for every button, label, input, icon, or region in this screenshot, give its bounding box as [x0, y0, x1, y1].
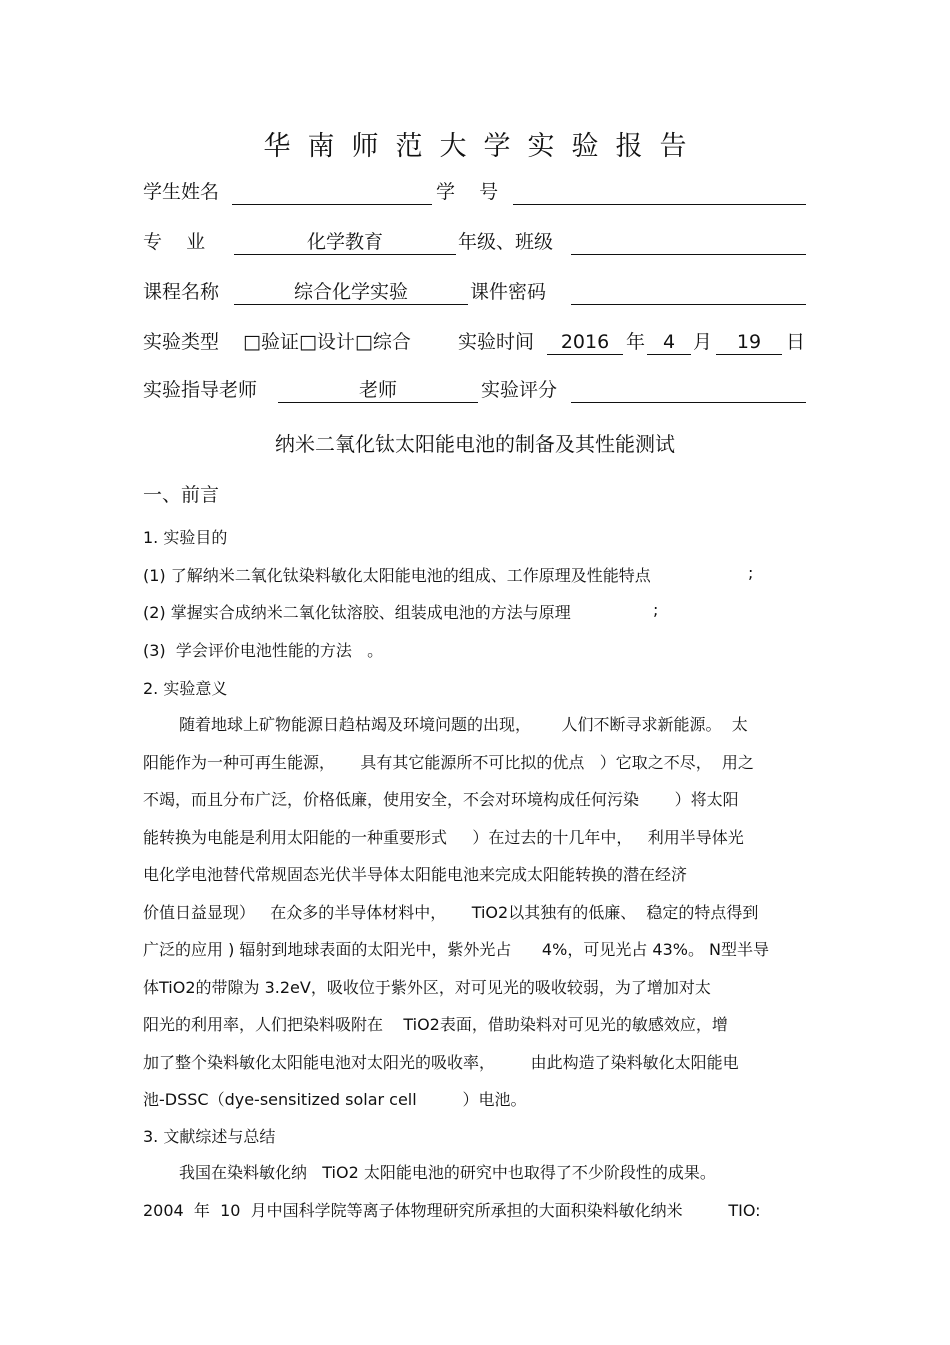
course-row — [143, 279, 808, 305]
review-line: 我国在染料敏化纳 TiO2 太阳能电池的研究中也取得了不少阶段性的成果。 — [179, 1163, 716, 1182]
meaning-line: 能转换为电能是利用太阳能的一种重要形式 ）在过去的十几年中， 利用半导体光 — [143, 828, 744, 847]
grade-class-label: 年级、班级 — [458, 231, 554, 253]
year-field[interactable]: 2016 — [547, 329, 623, 355]
meaning-line: 电化学电池替代常规固态光伏半导体太阳能电池来完成太阳能转换的潜在经济 — [143, 865, 688, 884]
purpose-item: (3) 学会评价电池性能的方法 。 — [143, 641, 384, 660]
report-subtitle: 纳米二氧化钛太阳能电池的制备及其性能测试 — [275, 432, 675, 456]
teacher-field[interactable]: 老师 — [278, 377, 478, 403]
student-row — [143, 179, 808, 205]
major-row — [143, 229, 808, 255]
meaning-line: 体TiO2的带隙为 3.2eV，吸收位于紫外区，对可见光的吸收较弱，为了增加对太 — [143, 978, 711, 997]
purpose-item-text: (1) 了解纳米二氧化钛染料敏化太阳能电池的组成、工作原理及性能特点 — [143, 566, 651, 585]
year-unit: 年 — [626, 331, 646, 353]
meaning-line: 阳光的利用率，人们把染料吸附在 TiO2表面，借助染料对可见光的敏感效应，增 — [143, 1015, 728, 1034]
month-field[interactable]: 4 — [647, 329, 691, 355]
purpose-item — [143, 600, 763, 623]
report-title: 华南师范大学实验报告 — [263, 131, 704, 162]
student-name-field[interactable] — [232, 179, 432, 205]
teacher-label: 实验指导老师 — [143, 379, 258, 401]
exp-type-checkboxes[interactable]: □验证□设计□综合 — [243, 331, 411, 353]
meaning-line: 广泛的应用 ) 辐射到地球表面的太阳光中，紫外光占 4%，可见光占 43%。 N型半导 — [143, 940, 770, 959]
purpose-item-text: (2) 掌握实合成纳米二氧化钛溶胶、组装成电池的方法与原理 — [143, 603, 571, 622]
review-heading: 3. 文献综述与总结 — [143, 1127, 276, 1146]
meaning-heading: 2. 实验意义 — [143, 679, 228, 698]
purpose-item-semicolon: ; — [653, 600, 659, 619]
day-field[interactable]: 19 — [716, 329, 782, 355]
course-code-field[interactable] — [571, 279, 806, 305]
teacher-row — [143, 377, 808, 403]
score-field[interactable] — [571, 377, 806, 403]
meaning-line: 价值日益显现） 在众多的半导体材料中， TiO2以其独有的低廉、 稳定的特点得到 — [143, 903, 759, 922]
meaning-line: 池-DSSC（dye-sensitized solar cell ）电池。 — [143, 1090, 527, 1109]
exp-row — [143, 329, 808, 355]
major-label: 专 业 — [143, 231, 206, 253]
purpose-heading: 1. 实验目的 — [143, 528, 228, 547]
meaning-line: 加了整个染料敏化太阳能电池对太阳光的吸收率， 由此构造了染料敏化太阳能电 — [143, 1053, 739, 1072]
review-line: 2004 年 10 月中国科学院等离子体物理研究所承担的大面积染料敏化纳米 TIO: — [143, 1201, 761, 1220]
meaning-line: 阳能作为一种可再生能源， 具有其它能源所不可比拟的优点 ）它取之不尽， 用之 — [143, 753, 754, 772]
course-name-label: 课程名称 — [143, 281, 220, 303]
score-label: 实验评分 — [481, 379, 558, 401]
grade-class-field[interactable] — [571, 229, 806, 255]
exp-time-label: 实验时间 — [458, 331, 535, 353]
section-heading-preface: 一、前言 — [143, 484, 220, 506]
meaning-line: 不竭，而且分布广泛，价格低廉，使用安全，不会对环境构成任何污染 ）将太阳 — [143, 790, 739, 809]
exp-type-label: 实验类型 — [143, 331, 220, 353]
student-id-field[interactable] — [513, 179, 806, 205]
student-id-label: 学 号 — [436, 181, 499, 203]
meaning-line: 随着地球上矿物能源日趋枯竭及环境问题的出现， 人们不断寻求新能源。 太 — [179, 715, 748, 734]
student-name-label: 学生姓名 — [143, 181, 220, 203]
purpose-item — [143, 563, 763, 586]
major-field[interactable]: 化学教育 — [234, 229, 456, 255]
month-unit: 月 — [693, 331, 713, 353]
day-unit: 日 — [786, 331, 806, 353]
course-name-field[interactable]: 综合化学实验 — [234, 279, 468, 305]
purpose-item-semicolon: ; — [748, 563, 754, 582]
course-code-label: 课件密码 — [470, 281, 547, 303]
